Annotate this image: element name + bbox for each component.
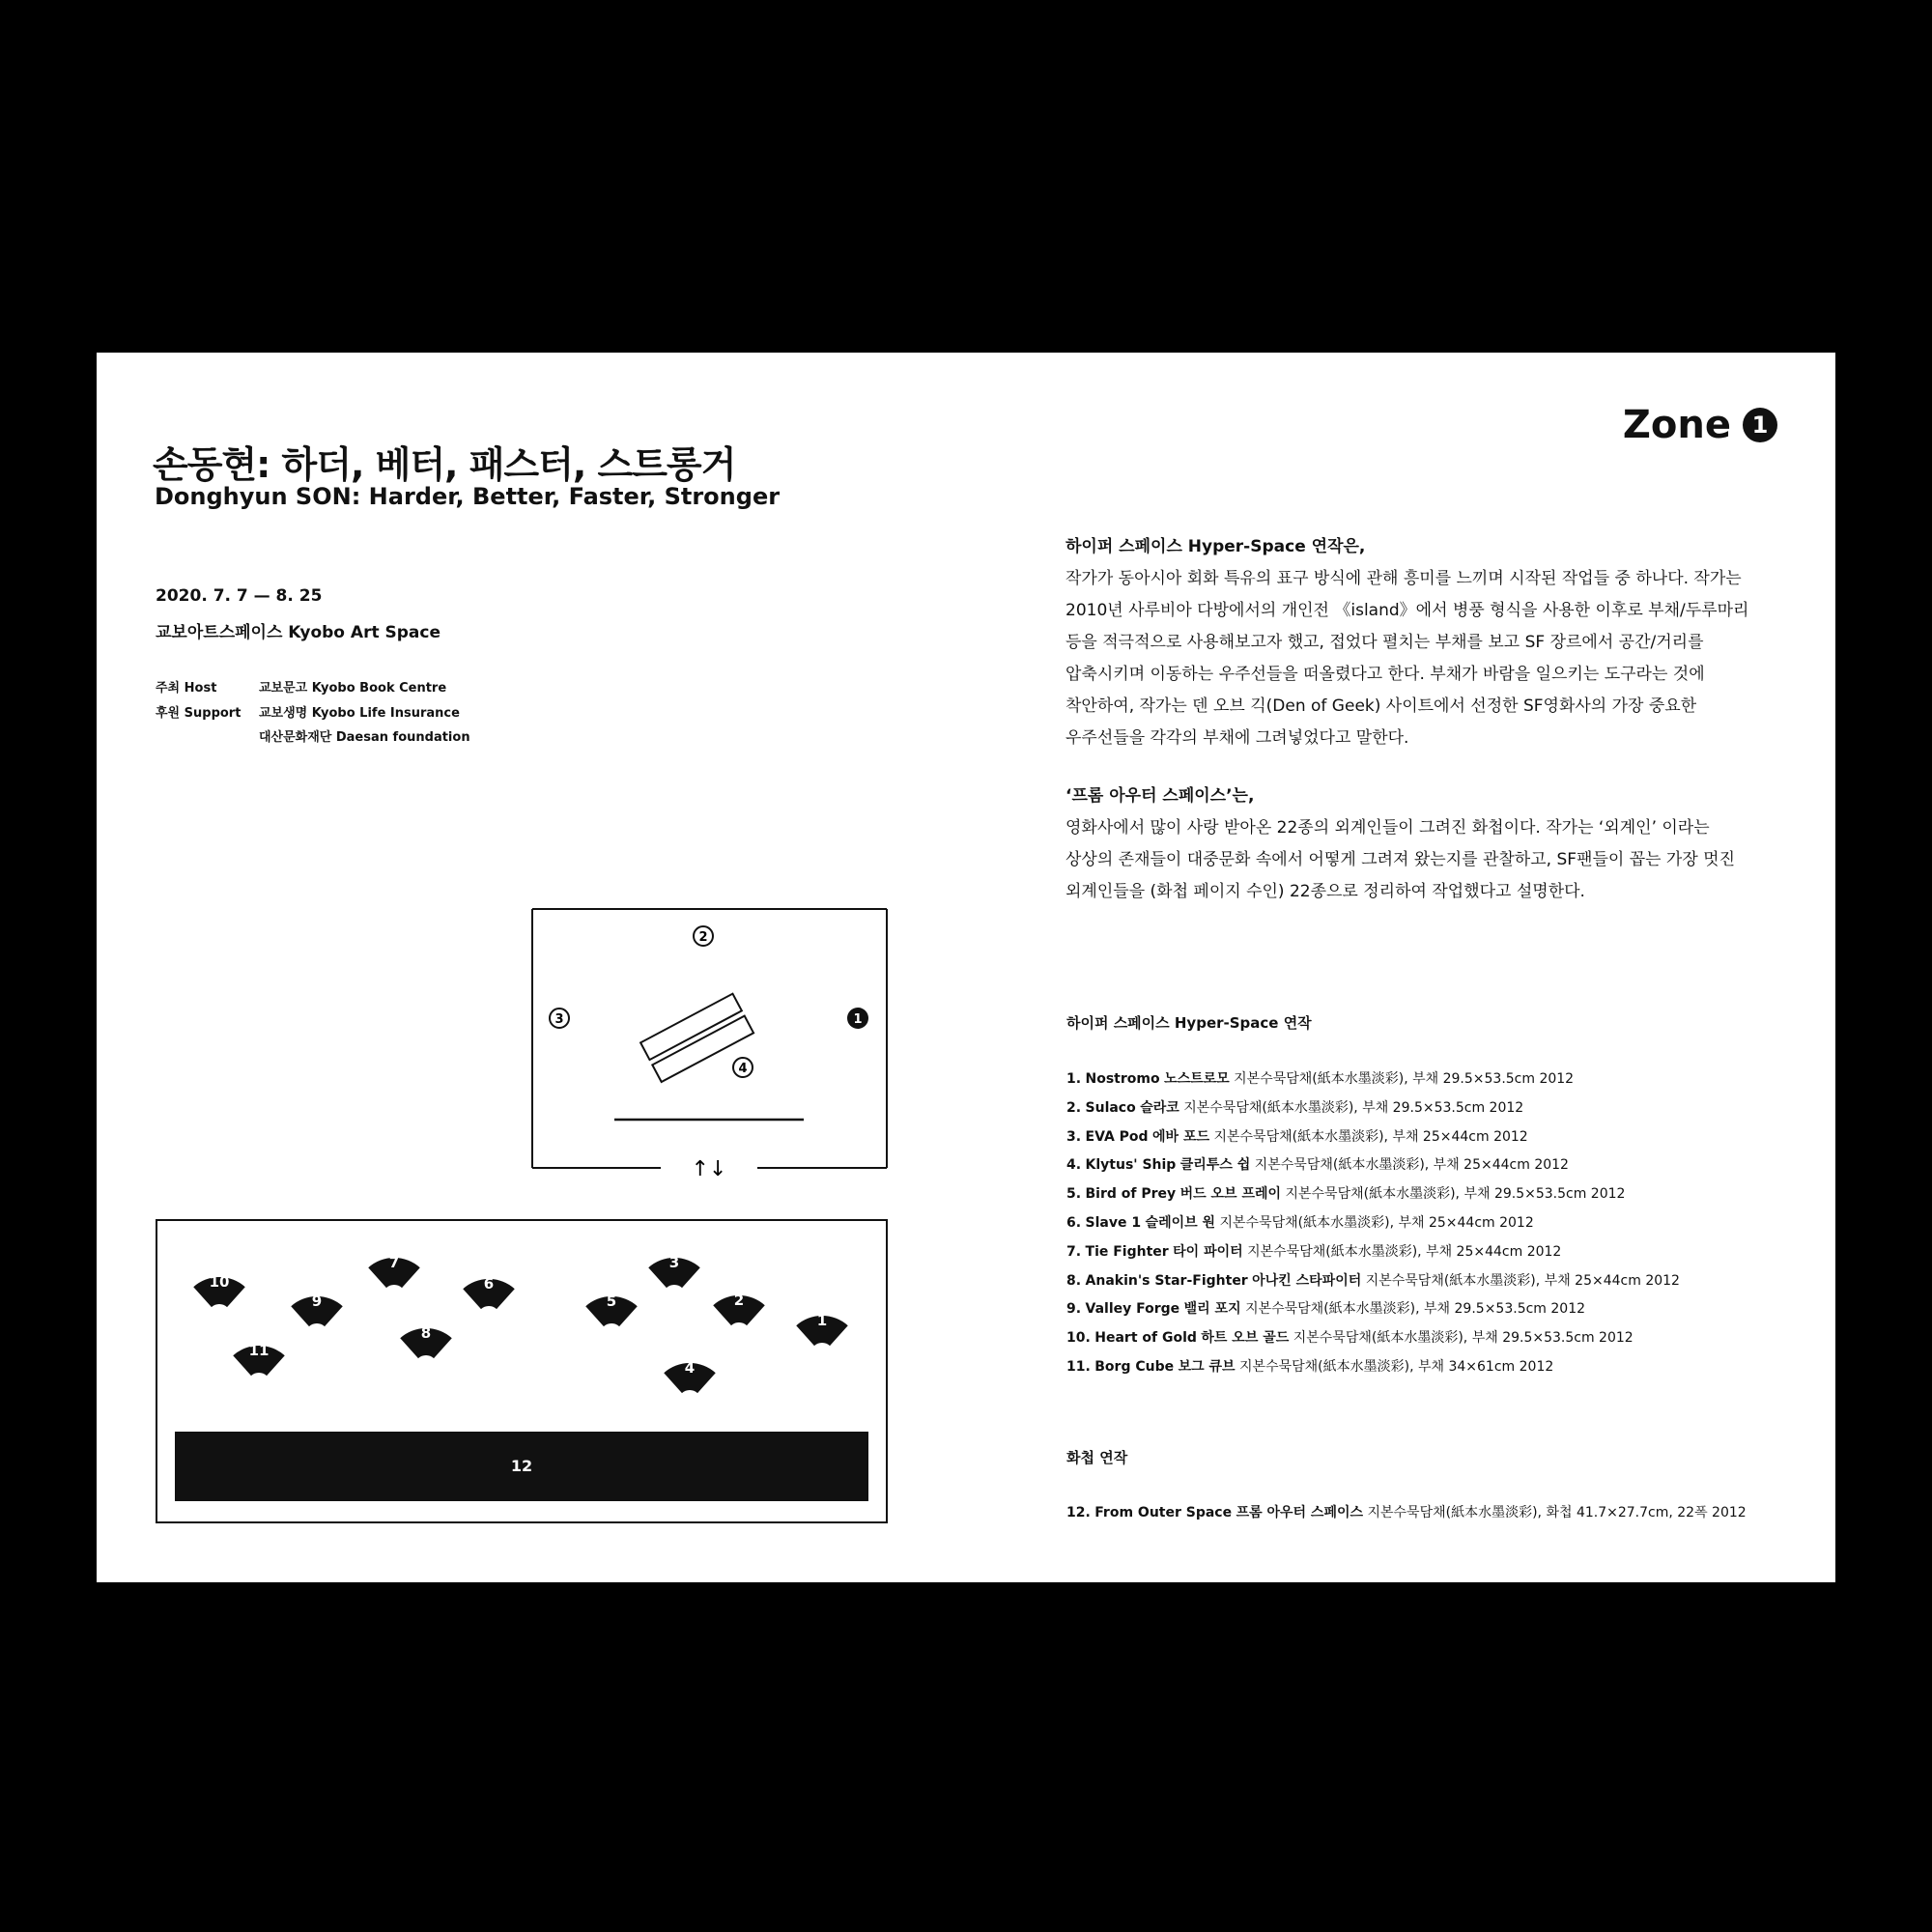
description-heading-2: ‘프롬 아우터 스페이스’는,	[1065, 786, 1255, 806]
fan-label-11: 11	[248, 1342, 270, 1359]
description-line: 우주선들을 각각의 부채에 그려넣었다고 말한다.	[1065, 728, 1409, 748]
zone-marker-4	[733, 1058, 753, 1077]
description-block-2	[1065, 781, 1780, 908]
zone-number-badge: 1	[1743, 408, 1777, 442]
work-item: 11. Borg Cube 보그 큐브 지본수묵담채(紙本水墨淡彩), 부채 34×61cm 2012	[1066, 1358, 1554, 1375]
work-item: 4. Klytus' Ship 클리투스 쉽 지본수묵담채(紙本水墨淡彩), 부채 25×44cm 2012	[1066, 1157, 1569, 1174]
upper-room	[532, 909, 887, 1181]
works-list	[1066, 1065, 1680, 1382]
work-item: 8. Anakin's Star-Fighter 아나킨 스타파이터 지본수묵담채(紙本水墨淡彩), 부채 25×44cm 2012	[1066, 1272, 1680, 1289]
zone-heading	[1623, 403, 1777, 447]
zone-label: Zone	[1622, 403, 1731, 447]
title-english: Donghyun SON: Harder, Better, Faster, Stronger	[155, 483, 781, 510]
description-line: 2010년 사루비아 다방에서의 개인전 《island》에서 병풍 형식을 사용한 이후로 부채/두루마리	[1065, 601, 1749, 620]
fan-label-8: 8	[420, 1324, 432, 1342]
works-list-heading: 하이퍼 스페이스 Hyper-Space 연작	[1066, 1014, 1312, 1032]
svg-text:3: 3	[554, 1012, 564, 1027]
fan-label-4: 4	[684, 1359, 696, 1377]
support-value-1: 교보생명 Kyobo Life Insurance	[259, 706, 460, 721]
support-label: 후원 Support	[156, 706, 242, 721]
venue: 교보아트스페이스 Kyobo Art Space	[156, 623, 440, 642]
work-item: 1. Nostromo 노스트로모 지본수묵담채(紙本水墨淡彩), 부채 29.5×53.5cm 2012	[1066, 1071, 1575, 1087]
description-line: 영화사에서 많이 사랑 받아온 22종의 외계인들이 그려진 화첩이다. 작가는 ‘외계인’ 이라는	[1065, 818, 1710, 838]
description-line: 등을 적극적으로 사용해보고자 했고, 접었다 펼치는 부채를 보고 SF 장르에서 공간/거리를	[1065, 633, 1704, 652]
work-item: 10. Heart of Gold 하트 오브 골드 지본수묵담채(紙本水墨淡彩), 부채 29.5×53.5cm 2012	[1066, 1330, 1634, 1347]
floor-plan	[97, 353, 1063, 1582]
work-item: 7. Tie Fighter 타이 파이터 지본수묵담채(紙本水墨淡彩), 부채 25×44cm 2012	[1066, 1243, 1562, 1260]
work-item: 9. Valley Forge 밸리 포지 지본수묵담채(紙本水墨淡彩), 부채 29.5×53.5cm 2012	[1066, 1301, 1586, 1318]
album-heading: 화첩 연작	[1066, 1449, 1128, 1466]
fan-label-10: 10	[209, 1273, 230, 1291]
fan-label-9: 9	[311, 1293, 323, 1310]
svg-text:1: 1	[853, 1012, 863, 1027]
work-item: 6. Slave 1 슬레이브 원 지본수묵담채(紙本水墨淡彩), 부채 25×44cm 2012	[1066, 1214, 1534, 1231]
host-label: 주최 Host	[156, 681, 217, 696]
host-value: 교보문고 Kyobo Book Centre	[259, 681, 447, 696]
work-item: 2. Sulaco 슬라코 지본수묵담채(紙本水墨淡彩), 부채 29.5×53.5cm 2012	[1066, 1099, 1524, 1116]
description-line: 작가가 동아시아 회화 특유의 표구 방식에 관해 흥미를 느끼며 시작된 작업들 중 하나다. 작가는	[1065, 569, 1742, 588]
display-bench	[640, 994, 753, 1082]
title-korean: 손동현: 하더, 베터, 패스터, 스트롱거	[153, 443, 736, 486]
zone-marker-3	[550, 1009, 569, 1028]
zone-marker-1	[847, 1008, 868, 1029]
fan-label-3: 3	[668, 1254, 680, 1271]
album-label: 12	[510, 1457, 533, 1475]
fan-label-7: 7	[388, 1254, 400, 1271]
zone-marker-2	[694, 926, 713, 946]
description-line: 상상의 존재들이 대중문화 속에서 어떻게 그려져 왔는지를 관찰하고, SF팬들이 꼽는 가장 멋진	[1065, 850, 1736, 869]
description-line: 외계인들을 (화첩 페이지 수인) 22종으로 정리하여 작업했다고 설명한다.	[1065, 882, 1585, 901]
fan-label-5: 5	[606, 1293, 617, 1310]
work-item-12: 12. From Outer Space 프롬 아우터 스페이스 지본수묵담채(紙本水墨淡彩), 화첩 41.7×27.7cm, 22폭 2012	[1066, 1505, 1747, 1520]
exhibition-sheet	[97, 353, 1835, 1582]
description-block-1	[1065, 531, 1780, 754]
svg-text:4: 4	[738, 1062, 748, 1076]
svg-text:2: 2	[698, 930, 708, 945]
fan-label-6: 6	[483, 1275, 495, 1293]
fan-label-2: 2	[733, 1292, 745, 1309]
support-value-2: 대산문화재단 Daesan foundation	[259, 730, 470, 745]
fan-label-1: 1	[816, 1312, 828, 1329]
direction-arrows: ↑↓	[691, 1157, 727, 1181]
exhibition-dates: 2020. 7. 7 — 8. 25	[156, 586, 323, 606]
description-heading-1: 하이퍼 스페이스 Hyper-Space 연작은,	[1065, 537, 1366, 556]
work-item: 3. EVA Pod 에바 포드 지본수묵담채(紙本水墨淡彩), 부채 25×44cm 2012	[1066, 1128, 1528, 1145]
fan-layout	[193, 1254, 848, 1393]
description-line: 압축시키며 이동하는 우주선들을 떠올렸다고 한다. 부채가 바람을 일으키는 도구라는 것에	[1065, 665, 1705, 684]
description-line: 착안하여, 작가는 덴 오브 긱(Den of Geek) 사이트에서 선정한 SF영화사의 가장 중요한	[1065, 696, 1697, 716]
work-item: 5. Bird of Prey 버드 오브 프레이 지본수묵담채(紙本水墨淡彩), 부채 29.5×53.5cm 2012	[1066, 1186, 1626, 1203]
